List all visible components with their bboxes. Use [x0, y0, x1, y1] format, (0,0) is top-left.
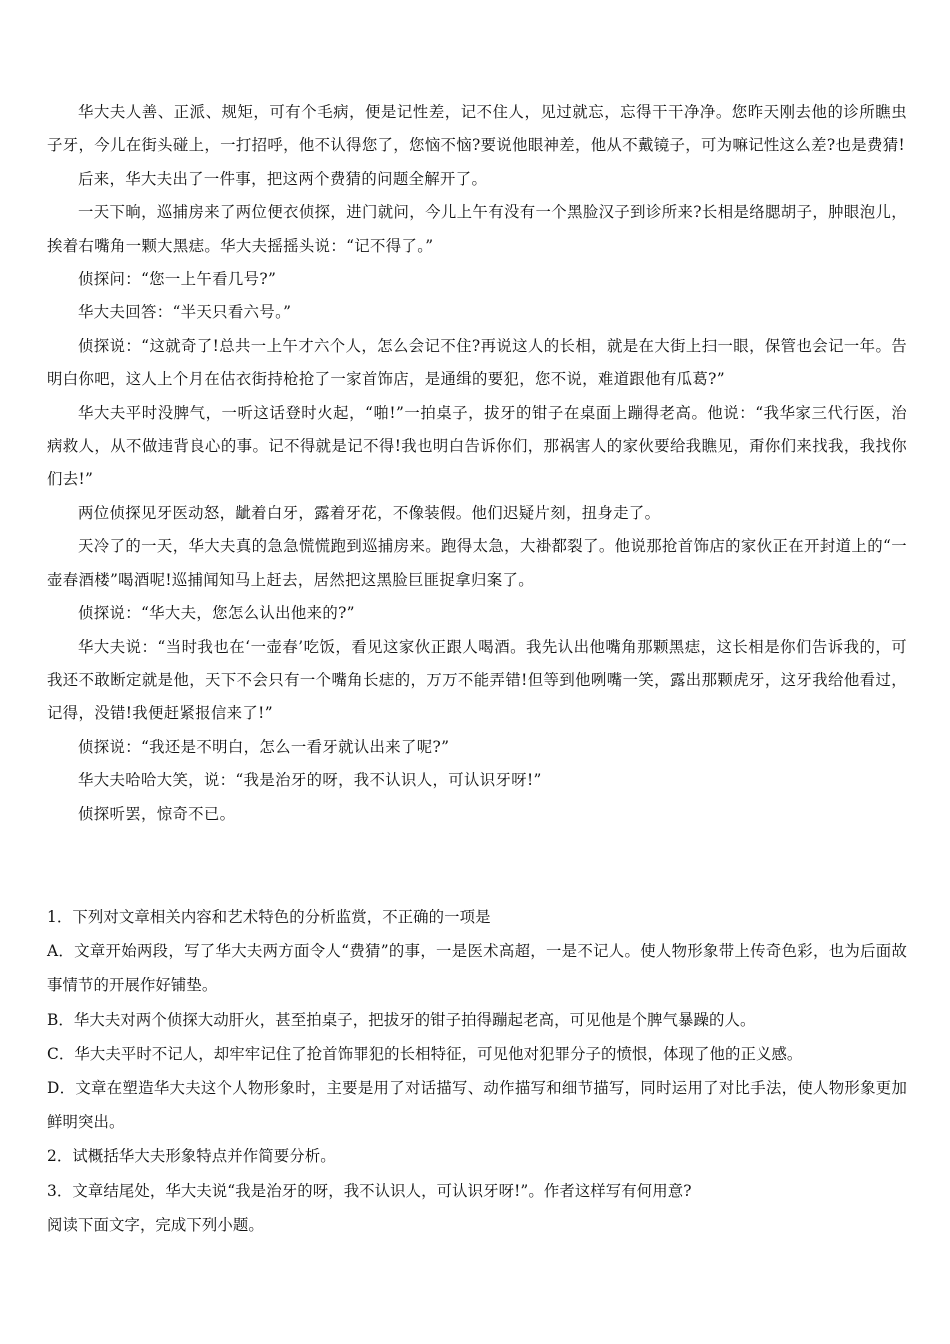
- story-paragraph: 华大夫平时没脾气，一听这话登时火起，“啪!”一拍桌子，拔牙的钳子在桌面上蹦得老高。他说：“我华家三代行医，治病救人，从不做违背良心的事。记不得就是记不得!我也明白告诉你们，那祸害人的家伙要给我瞧见，甭你们来找我，我找你们去!”: [47, 403, 907, 489]
- question-section: [47, 900, 907, 1242]
- question-1-option-d: D．文章在塑造华大夫这个人物形象时，主要是用了对话描写、动作描写和细节描写，同时运用了对比手法，使人物形象更加鲜明突出。: [47, 1079, 907, 1132]
- story-paragraph: 两位侦探见牙医动怒，龇着白牙，露着牙花，不像装假。他们迟疑片刻，扭身走了。: [78, 503, 661, 522]
- story-paragraph: 侦探问：“您一上午看几号?”: [78, 270, 277, 289]
- story-paragraph: 一天下晌，巡捕房来了两位便衣侦探，进门就问，今儿上午有没有一个黑脸汉子到诊所来?长相是络腮胡子，肿眼泡儿，挨着右嘴角一颗大黑痣。华大夫摇摇头说：“记不得了。”: [47, 203, 907, 255]
- story-paragraph: 华大夫说：“当时我也在‘一壶春’吃饭，看见这家伙正跟人喝酒。我先认出他嘴角那颗黑痣，这长相是你们告诉我的，可我还不敢断定就是他，天下不会只有一个嘴角长痣的，万万不能弄错!但等到他咧嘴一笑，露出那颗虎牙，这牙我给他看过，记得，没错!我便赶紧报信来了!”: [47, 637, 907, 723]
- question-1-stem: 1．下列对文章相关内容和艺术特色的分析监赏，不正确的一项是: [47, 908, 491, 926]
- question-3: 3．文章结尾处，华大夫说“我是治牙的呀，我不认识人，可认识牙呀!”。作者这样写有何用意?: [47, 1181, 692, 1200]
- question-1-option-c: C．华大夫平时不记人，却牢牢记住了抢首饰罪犯的长相特征，可见他对犯罪分子的愤恨，体现了他的正义感。: [47, 1044, 803, 1063]
- story-paragraph: 侦探说：“我还是不明白，怎么一看牙就认出来了呢?”: [78, 737, 450, 756]
- story-paragraph: 华大夫人善、正派、规矩，可有个毛病，便是记性差，记不住人，见过就忘，忘得干干净净。您昨天刚去他的诊所瞧虫子牙，今儿在街头碰上，一打招呼，他不认得您了，您恼不恼?要说他眼神差，他从不戴镜子，可为嘛记性这么差?也是费猜!: [47, 103, 907, 155]
- story-paragraph: 华大夫回答：“半天只看六号。”: [78, 303, 292, 322]
- story-paragraph: 后来，华大夫出了一件事，把这两个费猜的问题全解开了。: [78, 169, 488, 188]
- story-paragraph: 华大夫哈哈大笑，说：“我是治牙的呀，我不认识人，可认识牙呀!”: [78, 771, 542, 790]
- story-paragraph: 侦探说：“华大夫，您怎么认出他来的?”: [78, 604, 355, 623]
- next-reading-instruction: 阅读下面文字，完成下列小题。: [47, 1215, 264, 1234]
- story-paragraph: 侦探听罢，惊奇不已。: [78, 804, 236, 823]
- question-1-option-b: B．华大夫对两个侦探大动肝火，甚至拍桌子，把拔牙的钳子拍得蹦起老高，可见他是个脾气暴躁的人。: [47, 1010, 756, 1029]
- question-2: 2．试概括华大夫形象特点并作简要分析。: [47, 1147, 336, 1166]
- question-1-option-a: A．文章开始两段，写了华大夫两方面令人“费猜”的事，一是医术高超，一是不记人。使人物形象带上传奇色彩，也为后面故事情节的开展作好铺垫。: [47, 942, 907, 995]
- story-paragraph: 侦探说：“这就奇了!总共一上午才六个人，怎么会记不住?再说这人的长相，就是在大街上扫一眼，保管也会记一年。告明白你吧，这人上个月在估衣街持枪抢了一家首饰店，是通缉的要犯，您不说，难道跟他有瓜葛?”: [47, 336, 907, 389]
- story-text: [47, 96, 907, 831]
- story-paragraph: 天冷了的一天，华大夫真的急急慌慌跑到巡捕房来。跑得太急，大褂都裂了。他说那抢首饰店的家伙正在开封道上的“一壶春酒楼”喝酒呢!巡捕闻知马上赶去，居然把这黑脸巨匪捉拿归案了。: [47, 537, 907, 589]
